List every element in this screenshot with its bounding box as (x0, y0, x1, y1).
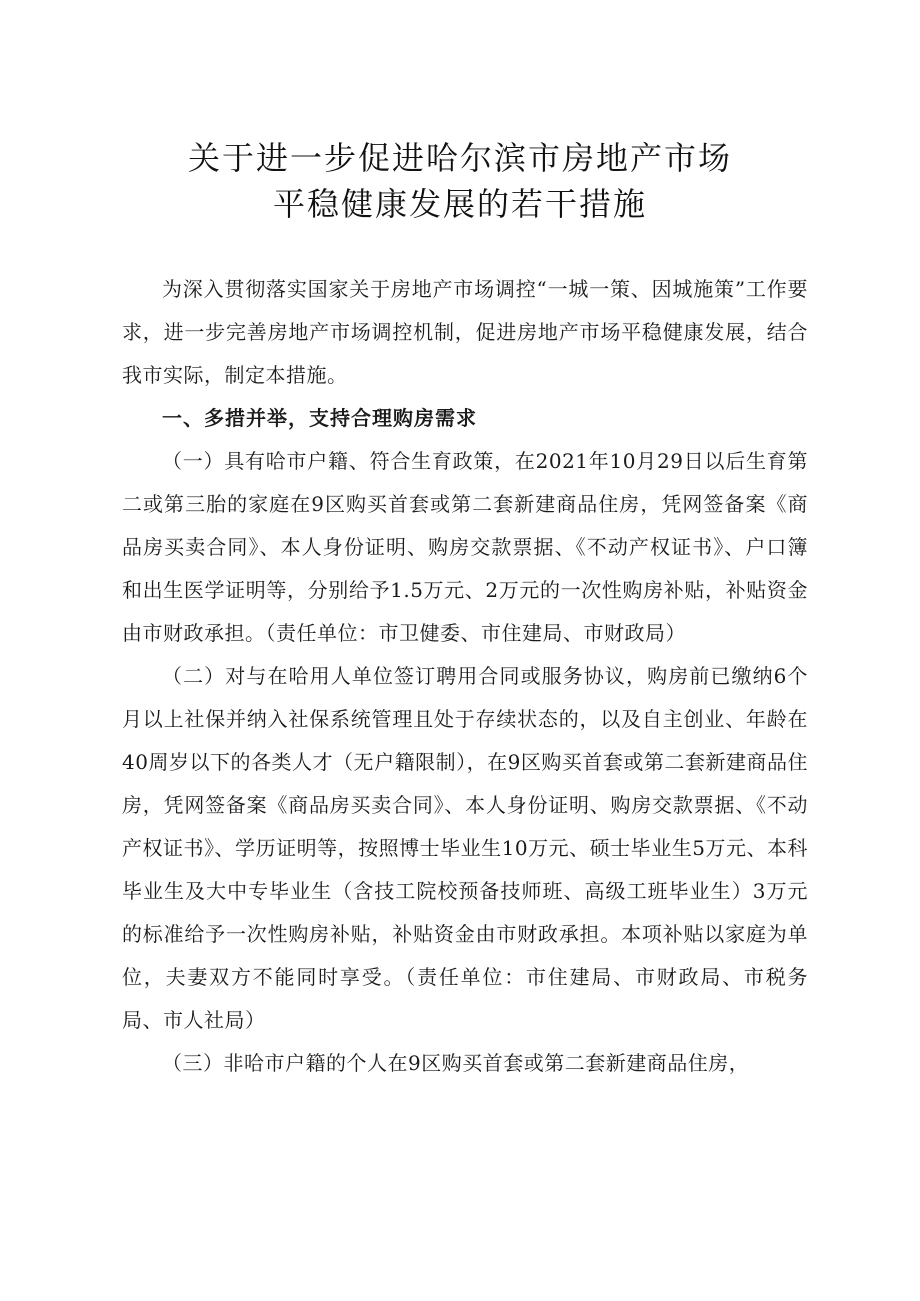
intro-paragraph: 为深入贯彻落实国家关于房地产市场调控“一城一策、因城施策”工作要求，进一步完善房地产市场调控机制，促进房地产市场平稳健康发展，结合我市实际，制定本措施。 (122, 277, 808, 387)
section-heading: 一、多措并举，支持合理购房需求 (162, 406, 477, 430)
document-title-line-2: 平稳健康发展的若干措施 (272, 185, 647, 223)
measure-item-3: （三）非哈市户籍的个人在9区购买首套或第二套新建商品住房， (162, 1051, 750, 1075)
document-body (122, 268, 808, 1085)
measure-item-1: （一）具有哈市户籍、符合生育政策，在2021年10月29日以后生育第二或第三胎的家庭在9区购买首套或第二套新建商品住房，凭网签备案《商品房买卖合同》、本人身份证明、购房交款票据、《不动产权证书》、户口簿和出生医学证明等，分别给予1.5万元、2万元的一次性购房补贴，补贴资金由市财政承担。（责任单位：市卫健委、市住建局、市财政局） (122, 449, 808, 645)
document-title-line-1: 关于进一步促进哈尔滨市房地产市场 (187, 139, 732, 177)
measure-item-2: （二）对与在哈用人单位签订聘用合同或服务协议，购房前已缴纳6个月以上社保并纳入社保系统管理且处于存续状态的，以及自主创业、年龄在40周岁以下的各类人才（无户籍限制），在9区购买首套或第二套新建商品住房，凭网签备案《商品房买卖合同》、本人身份证明、购房交款票据、《不动产权证书》、学历证明等，按照博士毕业生10万元、硕士毕业生5万元、本科毕业生及大中专毕业生（含技工院校预备技师班、高级工班毕业生）3万元的标准给予一次性购房补贴，补贴资金由市财政承担。本项补贴以家庭为单位，夫妻双方不能同时享受。（责任单位：市住建局、市财政局、市税务局、市人社局） (122, 664, 808, 1032)
